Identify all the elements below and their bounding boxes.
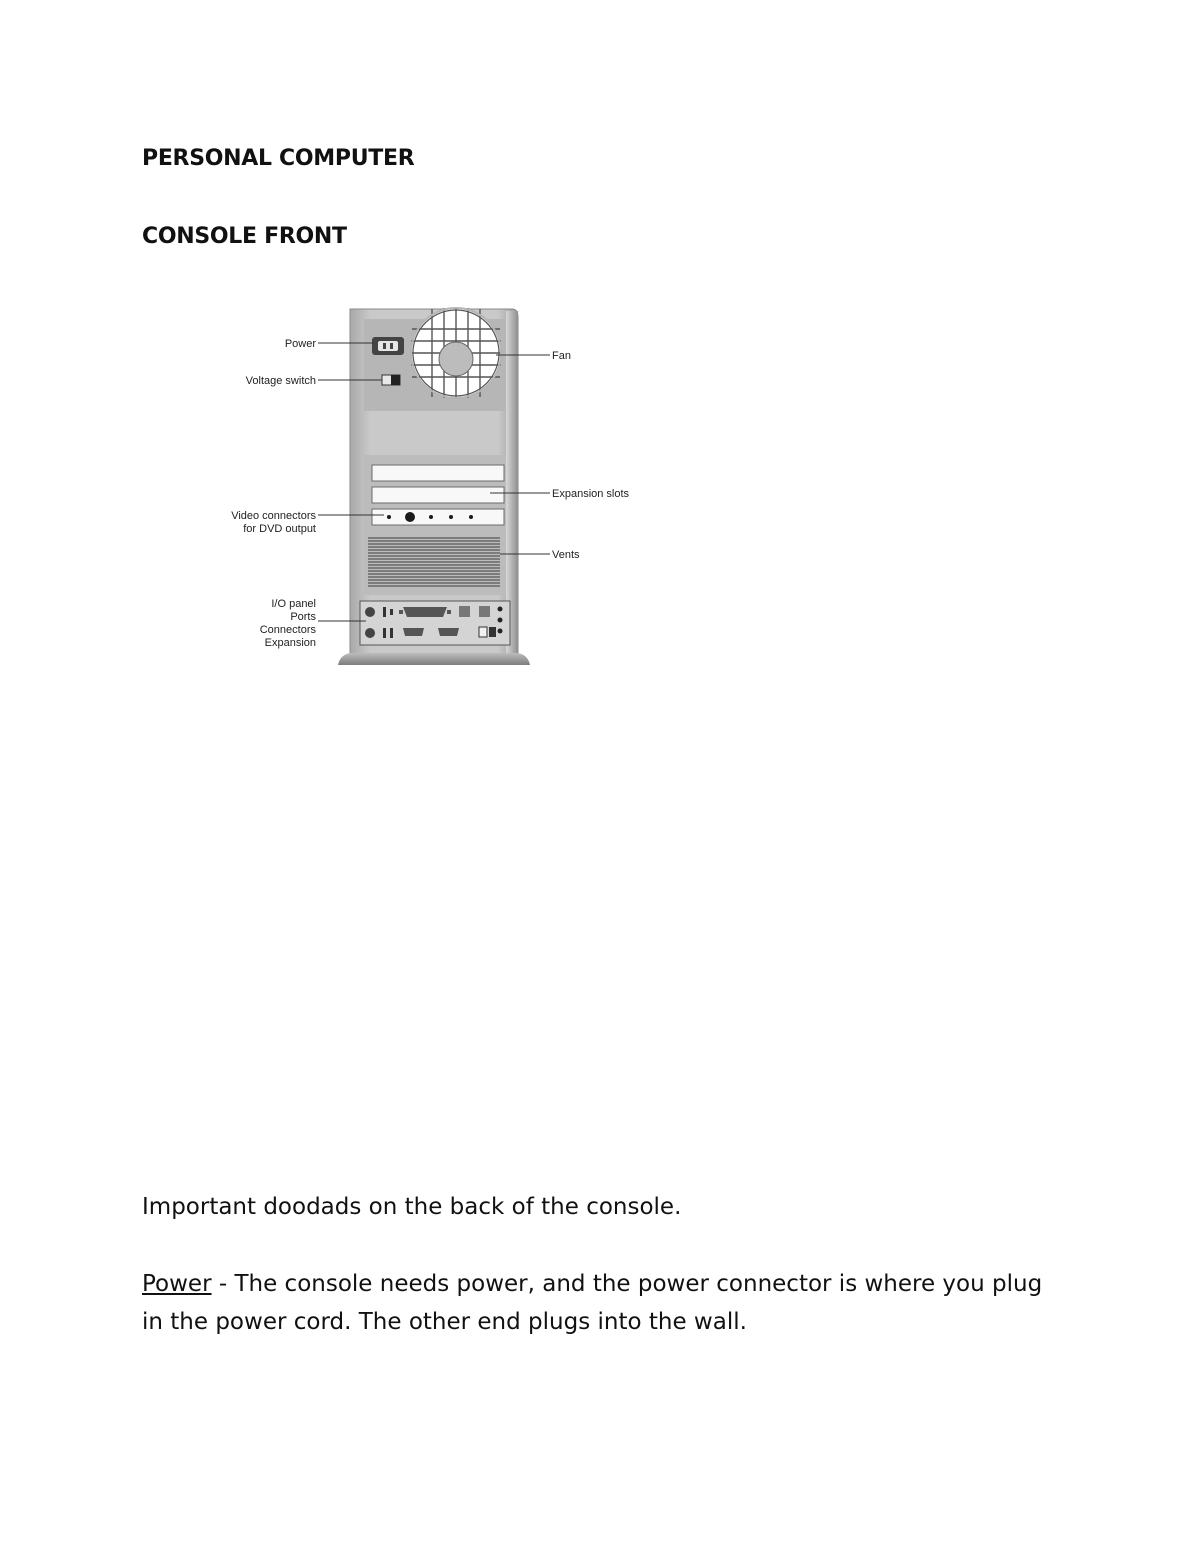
label-expansion: Expansion — [264, 637, 316, 649]
section-title: CONSOLE FRONT — [142, 224, 347, 249]
intro-sentence: Important doodads on the back of the console. — [142, 1194, 682, 1220]
expansion-slots — [372, 465, 504, 525]
label-connectors: Connectors — [259, 624, 316, 636]
label-voltage-switch: Voltage switch — [245, 375, 316, 387]
label-io-panel: I/O panel — [271, 598, 316, 610]
label-power: Power — [284, 338, 316, 350]
voltage-switch-icon — [382, 375, 400, 385]
fan-icon — [411, 308, 501, 398]
document-title: PERSONAL COMPUTER — [142, 146, 415, 171]
label-expansion-slots: Expansion slots — [552, 488, 630, 500]
computer-back-diagram — [200, 295, 660, 675]
label-fan: Fan — [552, 350, 571, 362]
io-panel — [360, 601, 510, 645]
power-paragraph — [142, 1265, 1062, 1341]
label-ports: Ports — [290, 611, 316, 623]
power-connector-icon — [372, 337, 404, 355]
label-video-connectors-line1: Video connectors — [231, 510, 316, 522]
power-term: Power — [142, 1271, 212, 1297]
label-vents: Vents — [552, 549, 580, 561]
power-description: - The console needs power, and the power connector is where you plug in the power cord. The other end plugs into the wall. — [142, 1271, 1043, 1335]
label-video-connectors-line2: for DVD output — [243, 523, 316, 535]
